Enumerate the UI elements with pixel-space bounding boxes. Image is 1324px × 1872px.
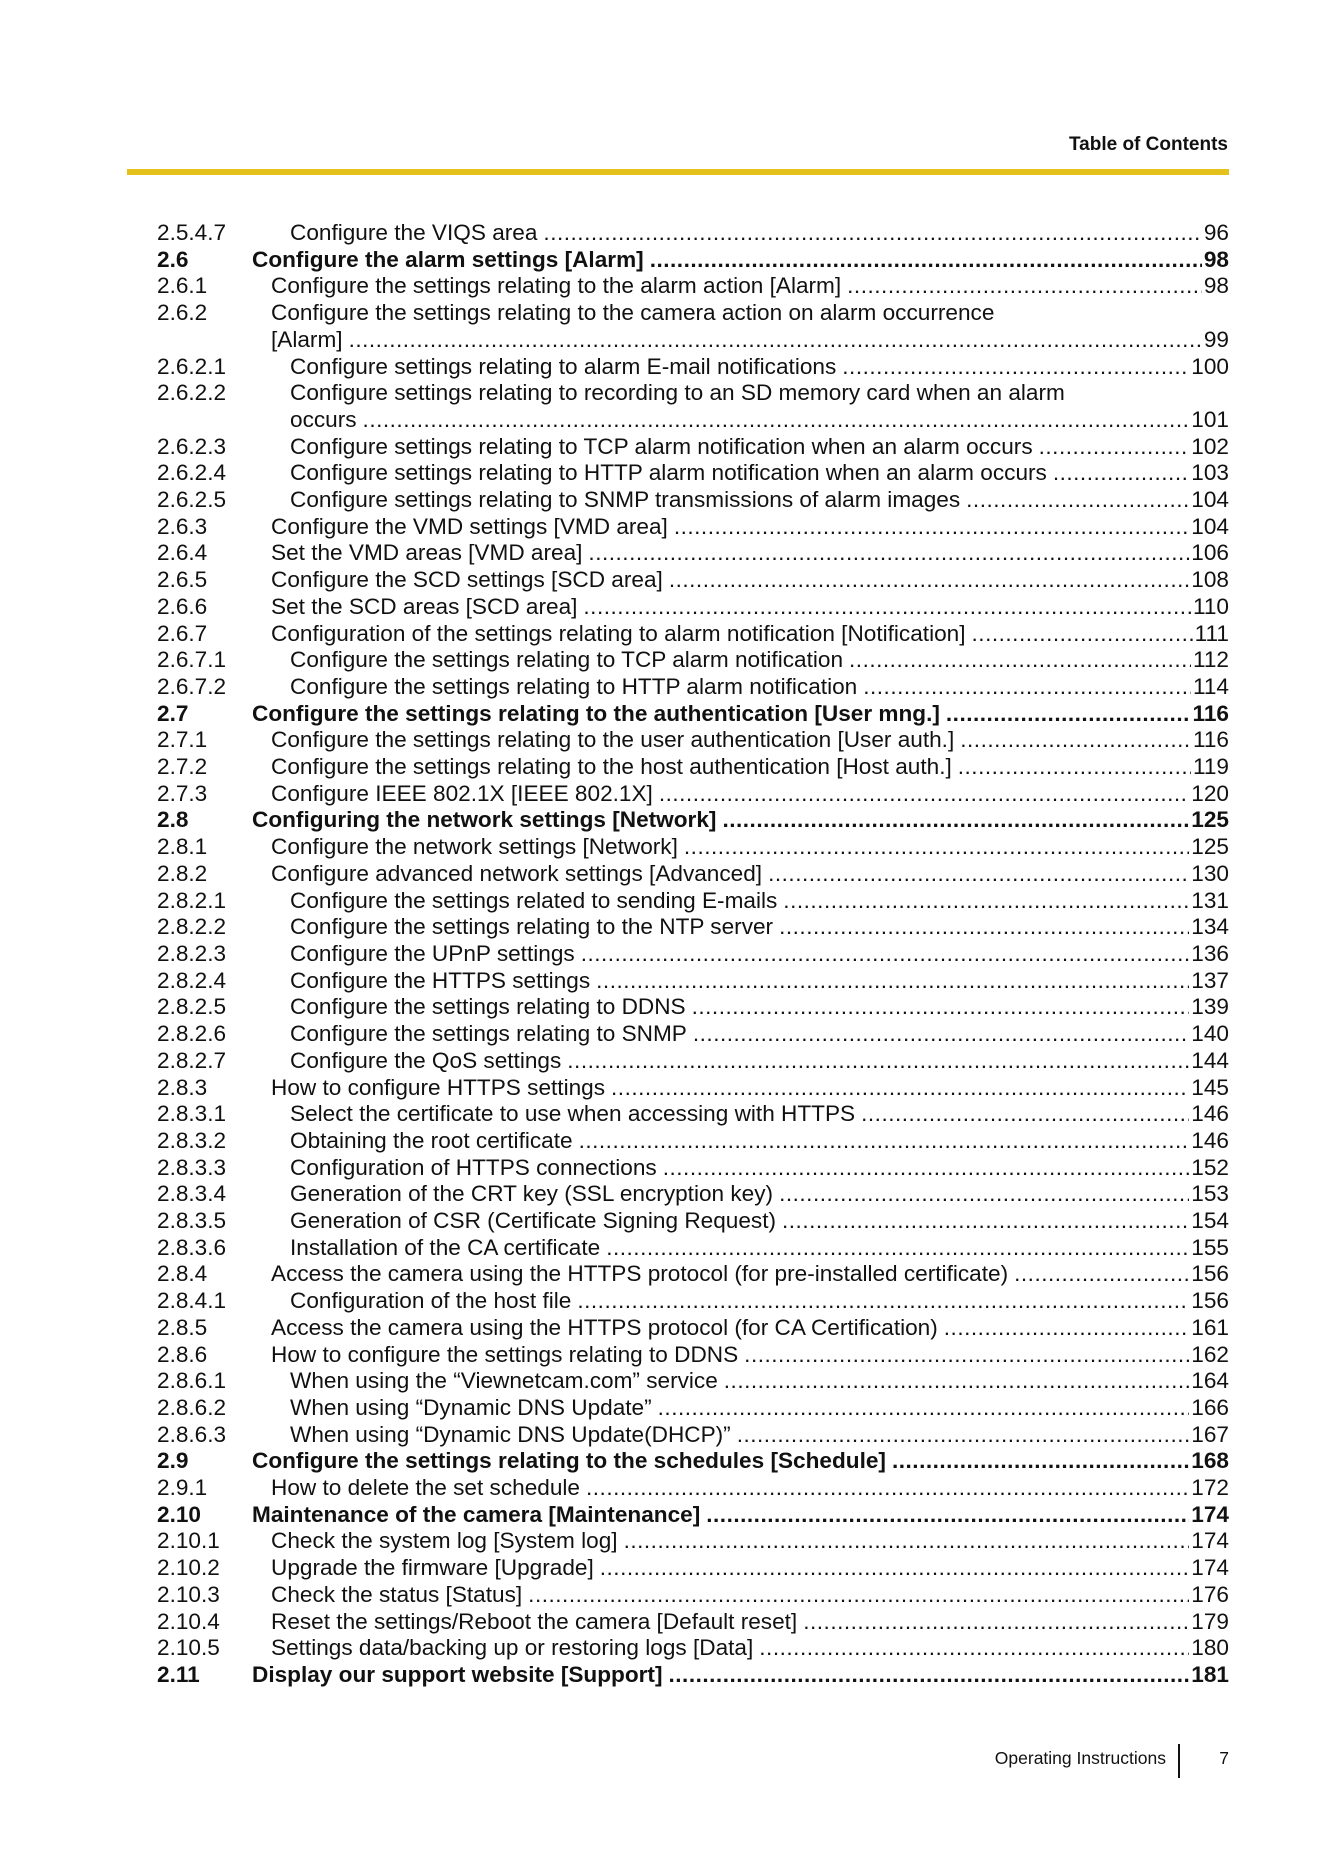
toc-entry-number: 2.8.3.3 <box>157 1154 227 1180</box>
toc-entry-number: 2.10.5 <box>157 1635 220 1661</box>
toc-entry-title: Set the SCD areas [SCD area] <box>271 593 578 619</box>
toc-entry-page: 104 <box>1191 513 1229 539</box>
toc-entry-number: 2.10.3 <box>157 1581 220 1607</box>
toc-entry-number: 2.10.2 <box>157 1555 220 1581</box>
dot-leader <box>722 807 1189 834</box>
toc-entry-number: 2.8.3 <box>157 1074 208 1100</box>
toc-entry[interactable] <box>157 1502 1229 1529</box>
toc-entry-number: 2.6 <box>157 246 189 272</box>
toc-entry[interactable] <box>157 1662 1229 1689</box>
toc-entry-page: 176 <box>1191 1581 1229 1607</box>
dot-leader <box>759 1635 1189 1662</box>
toc-entry[interactable] <box>157 1422 1229 1449</box>
toc-entry-title: Configure the QoS settings <box>290 1047 562 1073</box>
dot-leader <box>692 994 1190 1021</box>
toc-entry[interactable] <box>157 1048 1229 1075</box>
toc-entry[interactable] <box>157 834 1229 861</box>
dot-leader <box>972 621 1193 648</box>
toc-entry-number: 2.6.2.2 <box>157 380 227 406</box>
toc-entry-number: 2.8.3.2 <box>157 1127 227 1153</box>
toc-entry-title: Configuration of the settings relating to alarm notification [Notification] <box>271 620 966 646</box>
toc-entry-number: 2.8.2.2 <box>157 914 227 940</box>
toc-entry[interactable] <box>157 1342 1229 1369</box>
header-rule <box>127 169 1229 175</box>
toc-entry[interactable] <box>157 888 1229 915</box>
toc-entry[interactable] <box>157 1235 1229 1262</box>
page-header-title: Table of Contents <box>1068 134 1228 155</box>
toc-entry-title: Configure the settings relating to the authentication [User mng.] <box>252 700 940 726</box>
toc-entry[interactable] <box>157 594 1229 621</box>
toc-entry[interactable] <box>157 968 1229 995</box>
toc-entry-number: 2.5.4.7 <box>157 220 227 245</box>
toc-entry[interactable] <box>157 754 1229 781</box>
dot-leader <box>349 327 1202 354</box>
dot-leader <box>783 888 1189 915</box>
toc-entry[interactable] <box>157 1208 1229 1235</box>
toc-entry[interactable] <box>157 247 1229 274</box>
toc-entry[interactable] <box>157 1582 1229 1609</box>
dot-leader <box>706 1502 1189 1529</box>
toc-entry-title: Access the camera using the HTTPS protocol (for CA Certification) <box>271 1314 938 1340</box>
toc-entry-number: 2.8.2.5 <box>157 994 227 1020</box>
toc-entry-page: 101 <box>1191 406 1229 432</box>
toc-entry[interactable] <box>157 1528 1229 1555</box>
toc-entry[interactable] <box>157 647 1229 674</box>
toc-entry-title: Configure settings relating to TCP alarm notification when an alarm occurs <box>290 433 1033 459</box>
toc-entry-number: 2.8.2.3 <box>157 940 227 966</box>
dot-leader <box>606 1235 1189 1262</box>
toc-entry-number: 2.8.2.1 <box>157 887 227 913</box>
toc-entry[interactable] <box>157 621 1229 648</box>
toc-entry-page: 174 <box>1191 1528 1229 1554</box>
toc-entry-number: 2.8.2 <box>157 860 208 886</box>
toc-entry-number: 2.8.6.1 <box>157 1368 227 1394</box>
dot-leader <box>946 701 1191 728</box>
toc-entry-page: 144 <box>1191 1047 1229 1073</box>
toc-entry-number: 2.8.2.4 <box>157 967 227 993</box>
toc-entry-page: 98 <box>1203 246 1229 272</box>
toc-entry-number: 2.6.2.5 <box>157 487 227 513</box>
toc-entry-title: Configure the UPnP settings <box>290 940 575 966</box>
toc-entry-page: 102 <box>1191 433 1229 459</box>
toc-entry[interactable] <box>157 1101 1229 1128</box>
toc-entry-title: Upgrade the firmware [Upgrade] <box>271 1555 594 1581</box>
dot-leader <box>684 834 1189 861</box>
toc-entry-title: Configure settings relating to recording to an SD memory card when an alarm <box>290 380 1065 406</box>
toc-entry-page: 116 <box>1192 700 1229 726</box>
toc-entry-page: 155 <box>1191 1234 1229 1260</box>
toc-entry-number: 2.8.6 <box>157 1341 208 1367</box>
toc-entry-title: Configure the alarm settings [Alarm] <box>252 246 644 272</box>
toc-entry-page: 152 <box>1191 1154 1229 1180</box>
dot-leader <box>724 1368 1190 1395</box>
toc-entry-page: 131 <box>1191 887 1229 913</box>
toc-entry-number: 2.6.7 <box>157 620 208 646</box>
toc-entry-title: Configure the settings related to sending E-mails <box>290 887 778 913</box>
toc-entry-page: 174 <box>1191 1501 1229 1527</box>
toc-entry-number: 2.8 <box>157 807 189 833</box>
toc-entry[interactable] <box>157 1075 1229 1102</box>
toc-entry[interactable] <box>157 1021 1229 1048</box>
dot-leader <box>849 647 1191 674</box>
dot-leader <box>1053 460 1189 487</box>
dot-leader <box>596 968 1189 995</box>
toc-entry-title: Configure advanced network settings [Advanced] <box>271 860 763 886</box>
dot-leader <box>588 540 1189 567</box>
toc-entry[interactable] <box>157 1635 1229 1662</box>
toc-entry-page: 172 <box>1191 1475 1229 1501</box>
toc-entry-page: 98 <box>1203 273 1229 299</box>
page-footer <box>0 1744 1324 1778</box>
dot-leader <box>658 1395 1190 1422</box>
toc-entry-number: 2.8.6.3 <box>157 1421 227 1447</box>
dot-leader <box>744 1342 1189 1369</box>
toc-entry[interactable] <box>157 674 1229 701</box>
toc-entry-number: 2.8.3.4 <box>157 1181 227 1207</box>
dot-leader <box>782 1208 1189 1235</box>
toc-entry-number: 2.9 <box>157 1448 189 1474</box>
dot-leader <box>863 674 1191 701</box>
toc-entry-number: 2.8.4 <box>157 1261 208 1287</box>
toc-entry-title: Configuration of HTTPS connections <box>290 1154 657 1180</box>
toc-entry-page: 167 <box>1191 1421 1229 1447</box>
toc-entry-title: Generation of the CRT key (SSL encryption key) <box>290 1181 774 1207</box>
toc-entry-title: Configure the settings relating to the camera action on alarm occurrence <box>271 300 995 326</box>
toc-entry-number: 2.6.2.3 <box>157 433 227 459</box>
toc-entry-page: 140 <box>1191 1021 1229 1047</box>
toc-entry-number: 2.7.1 <box>157 727 208 753</box>
toc-entry-number: 2.6.7.1 <box>157 647 227 673</box>
toc-entry-title: How to configure the settings relating to DDNS <box>271 1341 739 1367</box>
toc-entry-number: 2.11 <box>157 1661 200 1687</box>
toc-entry-title: Configure settings relating to alarm E-mail notifications <box>290 353 837 379</box>
toc-entry-page: 112 <box>1192 647 1229 673</box>
toc-entry-title: Installation of the CA certificate <box>290 1234 601 1260</box>
toc-entry[interactable] <box>157 1288 1229 1315</box>
toc-entry-page: 134 <box>1191 914 1229 940</box>
toc-entry-title: Configure the SCD settings [SCD area] <box>271 567 663 593</box>
dot-leader <box>579 1128 1190 1155</box>
toc-entry-page: 180 <box>1191 1635 1229 1661</box>
toc-entry-page: 174 <box>1191 1555 1229 1581</box>
toc-entry-page: 156 <box>1191 1288 1229 1314</box>
toc-entry-title: Configure the HTTPS settings <box>290 967 591 993</box>
toc-entry-number: 2.6.2.4 <box>157 460 227 486</box>
toc-entry[interactable] <box>157 1155 1229 1182</box>
toc-entry-number: 2.8.1 <box>157 834 208 860</box>
toc-entry-page: 104 <box>1191 487 1229 513</box>
toc-entry[interactable] <box>157 487 1229 514</box>
dot-leader <box>966 487 1189 514</box>
dot-leader <box>659 781 1189 808</box>
toc-entry[interactable] <box>157 994 1229 1021</box>
dot-leader <box>600 1555 1190 1582</box>
toc-entry-page: 125 <box>1191 834 1229 860</box>
toc-entry-page: 162 <box>1191 1341 1229 1367</box>
dot-leader <box>674 514 1189 541</box>
toc-entry-title: Check the system log [System log] <box>271 1528 618 1554</box>
toc-entry-page: 103 <box>1191 460 1229 486</box>
toc-entry-title: Configure the network settings [Network] <box>271 834 678 860</box>
toc-entry-page: 120 <box>1191 780 1229 806</box>
dot-leader <box>779 914 1189 941</box>
footer-divider <box>1178 1744 1180 1778</box>
toc-entry-page: 100 <box>1191 353 1229 379</box>
toc-entry-title: Configure the settings relating to the host authentication [Host auth.] <box>271 754 952 780</box>
toc-entry-title: Configure the settings relating to HTTP alarm notification <box>290 673 858 699</box>
toc-entry[interactable] <box>157 354 1229 381</box>
toc-entry[interactable] <box>157 1261 1229 1288</box>
toc-entry-title: Configure settings relating to SNMP transmissions of alarm images <box>290 487 961 513</box>
toc-entry[interactable] <box>157 914 1229 941</box>
toc-entry[interactable] <box>157 273 1229 300</box>
toc-entry-page: 181 <box>1191 1661 1229 1687</box>
toc-entry-page: 125 <box>1191 807 1229 833</box>
toc-entry-number: 2.7 <box>157 700 189 726</box>
dot-leader <box>611 1075 1189 1102</box>
dot-leader <box>861 1101 1189 1128</box>
dot-leader <box>958 754 1191 781</box>
toc-entry[interactable] <box>157 567 1229 594</box>
toc-entry-number: 2.6.2 <box>157 300 208 326</box>
dot-leader <box>577 1288 1189 1315</box>
toc-entry[interactable] <box>157 1368 1229 1395</box>
toc-entry-page: 111 <box>1194 620 1229 646</box>
toc-entry-number: 2.6.6 <box>157 593 208 619</box>
table-of-contents <box>157 220 1229 1689</box>
toc-entry-page: 99 <box>1203 326 1229 352</box>
toc-entry-title: Configuration of the host file <box>290 1288 572 1314</box>
dot-leader <box>847 273 1202 300</box>
toc-entry-number: 2.10.4 <box>157 1608 220 1634</box>
toc-entry-page: 164 <box>1191 1368 1229 1394</box>
toc-entry-page: 110 <box>1192 593 1229 619</box>
toc-entry[interactable] <box>157 434 1229 461</box>
toc-entry-number: 2.9.1 <box>157 1475 208 1501</box>
toc-entry-title: How to configure HTTPS settings <box>271 1074 606 1100</box>
toc-entry-page: 108 <box>1191 567 1229 593</box>
footer-label: Operating Instructions <box>994 1748 1166 1768</box>
toc-entry-page: 161 <box>1191 1314 1229 1340</box>
dot-leader <box>624 1528 1190 1555</box>
dot-leader <box>663 1155 1190 1182</box>
toc-entry-page: 139 <box>1191 994 1229 1020</box>
toc-entry-title: Configuring the network settings [Network] <box>252 807 717 833</box>
dot-leader <box>567 1048 1189 1075</box>
toc-entry[interactable] <box>157 380 1229 433</box>
toc-entry-title: Obtaining the root certificate <box>290 1127 573 1153</box>
toc-entry[interactable] <box>157 514 1229 541</box>
toc-entry-title-continued: [Alarm] <box>271 326 343 352</box>
toc-entry-page: 166 <box>1191 1394 1229 1420</box>
toc-entry-page: 153 <box>1191 1181 1229 1207</box>
toc-entry-number: 2.8.3.5 <box>157 1208 227 1234</box>
toc-entry[interactable] <box>157 807 1229 834</box>
toc-entry-number: 2.8.3.6 <box>157 1234 227 1260</box>
dot-leader <box>1039 434 1190 461</box>
toc-entry-number: 2.8.6.2 <box>157 1394 227 1420</box>
toc-entry-number: 2.8.4.1 <box>157 1288 227 1314</box>
toc-entry-page: 146 <box>1191 1101 1229 1127</box>
toc-entry[interactable] <box>157 1609 1229 1636</box>
dot-leader <box>944 1315 1190 1342</box>
toc-entry-number: 2.8.3.1 <box>157 1101 227 1127</box>
toc-entry-number: 2.10 <box>157 1501 201 1527</box>
toc-entry-title: Generation of CSR (Certificate Signing Request) <box>290 1208 776 1234</box>
footer-page-number: 7 <box>1219 1748 1229 1768</box>
toc-entry-number: 2.6.1 <box>157 273 208 299</box>
toc-entry[interactable] <box>157 220 1229 247</box>
toc-entry[interactable] <box>157 727 1229 754</box>
toc-entry[interactable] <box>157 941 1229 968</box>
toc-entry-page: 146 <box>1191 1127 1229 1153</box>
toc-entry-title: Settings data/backing up or restoring logs [Data] <box>271 1635 754 1661</box>
toc-entry-title: Configure the settings relating to the alarm action [Alarm] <box>271 273 842 299</box>
toc-entry-page: 106 <box>1191 540 1229 566</box>
toc-entry[interactable] <box>157 701 1229 728</box>
dot-leader <box>528 1582 1189 1609</box>
toc-entry[interactable] <box>157 781 1229 808</box>
toc-entry-title: Select the certificate to use when accessing with HTTPS <box>290 1101 856 1127</box>
toc-entry-title: When using the “Viewnetcam.com” service <box>290 1368 718 1394</box>
toc-entry-title: Configure settings relating to HTTP alarm notification when an alarm occurs <box>290 460 1047 486</box>
dot-leader <box>779 1181 1189 1208</box>
toc-entry-number: 2.10.1 <box>157 1528 220 1554</box>
toc-entry-page: 136 <box>1191 940 1229 966</box>
toc-entry-title: Configure the settings relating to SNMP <box>290 1021 687 1047</box>
toc-entry-page: 119 <box>1192 754 1229 780</box>
toc-entry[interactable] <box>157 1448 1229 1475</box>
toc-entry[interactable] <box>157 1555 1229 1582</box>
toc-entry-title: Configure the settings relating to the schedules [Schedule] <box>252 1448 886 1474</box>
dot-leader <box>669 567 1189 594</box>
toc-entry-number: 2.8.2.7 <box>157 1047 227 1073</box>
dot-leader <box>583 594 1191 621</box>
toc-entry-page: 137 <box>1191 967 1229 993</box>
dot-leader <box>892 1448 1189 1475</box>
toc-entry-title: How to delete the set schedule <box>271 1475 580 1501</box>
toc-entry-title: Configure the settings relating to the user authentication [User auth.] <box>271 727 955 753</box>
toc-entry-title: Configure the settings relating to the NTP server <box>290 914 774 940</box>
toc-entry-title: Configure the settings relating to DDNS <box>290 994 686 1020</box>
toc-entry[interactable] <box>157 1181 1229 1208</box>
toc-entry-title: Reset the settings/Reboot the camera [Default reset] <box>271 1608 798 1634</box>
toc-entry[interactable] <box>157 1128 1229 1155</box>
toc-entry[interactable] <box>157 300 1229 353</box>
toc-entry-number: 2.8.5 <box>157 1314 208 1340</box>
dot-leader <box>668 1662 1189 1689</box>
dot-leader <box>960 727 1191 754</box>
toc-entry-number: 2.6.2.1 <box>157 353 227 379</box>
dot-leader <box>768 861 1189 888</box>
dot-leader <box>693 1021 1189 1048</box>
toc-entry-title: Check the status [Status] <box>271 1581 523 1607</box>
toc-entry-page: 156 <box>1191 1261 1229 1287</box>
toc-entry-title: Display our support website [Support] <box>252 1661 663 1687</box>
toc-entry-title-continued: occurs <box>290 406 357 432</box>
dot-leader <box>543 220 1201 247</box>
toc-entry-number: 2.8.2.6 <box>157 1021 227 1047</box>
toc-entry-title: Configure IEEE 802.1X [IEEE 802.1X] <box>271 780 653 806</box>
toc-entry[interactable] <box>157 861 1229 888</box>
toc-entry-title: Set the VMD areas [VMD area] <box>271 540 583 566</box>
toc-entry-number: 2.6.4 <box>157 540 208 566</box>
toc-entry-title: When using “Dynamic DNS Update(DHCP)” <box>290 1421 731 1447</box>
dot-leader <box>581 941 1190 968</box>
toc-entry-page: 154 <box>1191 1208 1229 1234</box>
toc-entry[interactable] <box>157 460 1229 487</box>
dot-leader <box>586 1475 1189 1502</box>
toc-entry-title: When using “Dynamic DNS Update” <box>290 1394 652 1420</box>
toc-entry-page: 130 <box>1191 860 1229 886</box>
toc-entry-title: Configure the settings relating to TCP alarm notification <box>290 647 844 673</box>
toc-entry-page: 116 <box>1192 727 1229 753</box>
dot-leader <box>842 354 1189 381</box>
toc-entry-page: 145 <box>1191 1074 1229 1100</box>
toc-entry-page: 114 <box>1192 673 1229 699</box>
toc-entry[interactable] <box>157 1395 1229 1422</box>
toc-entry-number: 2.6.5 <box>157 567 208 593</box>
dot-leader <box>650 247 1202 274</box>
dot-leader <box>363 407 1190 434</box>
toc-entry-page: 179 <box>1191 1608 1229 1634</box>
toc-entry-title: Access the camera using the HTTPS protocol (for pre-installed certificate) <box>271 1261 1009 1287</box>
toc-entry-title: Configure the VMD settings [VMD area] <box>271 513 668 539</box>
dot-leader <box>803 1609 1189 1636</box>
toc-entry-page: 96 <box>1203 220 1229 245</box>
toc-entry-number: 2.6.7.2 <box>157 673 227 699</box>
dot-leader <box>737 1422 1190 1449</box>
toc-entry-page: 168 <box>1191 1448 1229 1474</box>
toc-entry-number: 2.7.3 <box>157 780 208 806</box>
toc-entry[interactable] <box>157 1315 1229 1342</box>
toc-entry-number: 2.7.2 <box>157 754 208 780</box>
toc-entry-number: 2.6.3 <box>157 513 208 539</box>
toc-entry-title: Configure the VIQS area <box>290 220 538 245</box>
toc-entry[interactable] <box>157 1475 1229 1502</box>
toc-entry-title: Maintenance of the camera [Maintenance] <box>252 1501 701 1527</box>
toc-entry[interactable] <box>157 540 1229 567</box>
dot-leader <box>1014 1261 1189 1288</box>
